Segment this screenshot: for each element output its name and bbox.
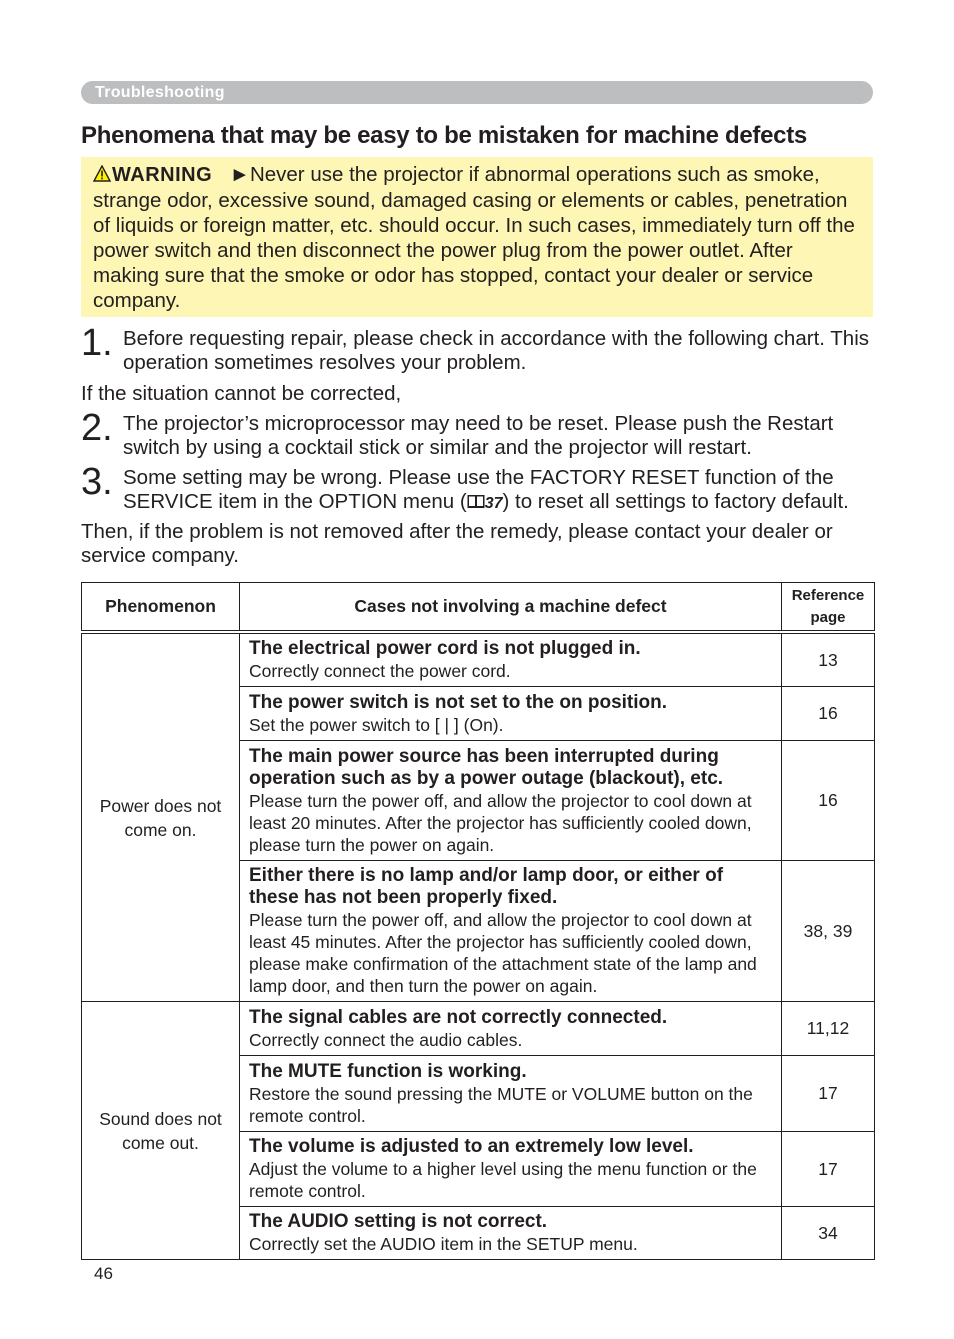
case-cell <box>240 632 782 687</box>
case-cell <box>240 1207 782 1260</box>
header-ref-line1: Reference <box>791 586 865 604</box>
table-row <box>82 1002 875 1056</box>
warning-triangle-icon <box>93 165 111 182</box>
case-detail: Set the power switch to [ | ] (On). <box>249 714 504 735</box>
case-title: Either there is no lamp and/or lamp door, or either of these has not been properly fixed. <box>249 865 724 908</box>
page-cell: 13 <box>782 632 875 687</box>
case-detail: Restore the sound pressing the MUTE or VOLUME button on the remote control. <box>249 1083 753 1126</box>
case-detail: Please turn the power off, and allow the projector to cool down at least 45 minutes. After the projector has sufficiently cooled down, please make confirmation of the attachment state of the lamp and lamp door, and then turn the power on again. <box>249 910 757 996</box>
page-cell: 34 <box>782 1207 875 1260</box>
case-title: The signal cables are not correctly connected. <box>249 1006 668 1028</box>
step-number: 1. <box>81 322 113 364</box>
case-cell <box>240 1002 782 1056</box>
page-title: Phenomena that may be easy to be mistaken for machine defects <box>81 122 807 149</box>
page-cell: 16 <box>782 687 875 741</box>
case-title: The volume is adjusted to an extremely low level. <box>249 1136 694 1157</box>
step-text-after: ) to reset all settings to factory default. <box>502 490 849 513</box>
section-header-bar <box>81 81 873 104</box>
reference-page-link[interactable]: 37 <box>484 495 503 512</box>
step-text: The projector’s microprocessor may need to be reset. Please push the Restart switch by using a cocktail stick or similar and the projector will restart. <box>123 412 834 459</box>
case-cell <box>240 861 782 1002</box>
then-text: Then, if the problem is not removed after the remedy, please contact your dealer or service company. <box>81 520 833 567</box>
table-row <box>82 632 875 687</box>
case-detail: Correctly set the AUDIO item in the SETUP menu. <box>249 1234 638 1254</box>
header-phenomenon: Phenomenon <box>82 583 240 633</box>
case-title: The electrical power cord is not plugged in. <box>249 638 641 659</box>
if-not-corrected-text: If the situation cannot be corrected, <box>81 382 402 405</box>
case-cell <box>240 1132 782 1207</box>
case-detail: Adjust the volume to a higher level using the menu function or the remote control. <box>249 1159 757 1201</box>
case-title: The MUTE function is working. <box>249 1060 527 1082</box>
step-number: 3. <box>81 461 113 503</box>
warning-arrow: ► <box>229 163 250 186</box>
page-number: 46 <box>94 1264 113 1283</box>
warning-box <box>81 157 873 317</box>
step-text <box>123 466 883 516</box>
table-header-row <box>82 583 875 633</box>
section-label: Troubleshooting <box>95 84 225 101</box>
case-cell <box>240 1056 782 1132</box>
case-title: The main power source has been interrupted during operation such as by a power outage (blackout), etc. <box>249 745 724 789</box>
warning-heading <box>93 164 218 186</box>
step-number: 2. <box>81 407 113 449</box>
page-cell: 38, 39 <box>782 861 875 1002</box>
case-detail: Correctly connect the power cord. <box>249 661 511 681</box>
case-detail: Correctly connect the audio cables. <box>249 1029 523 1050</box>
case-title: The power switch is not set to the on position. <box>249 691 668 713</box>
page-cell: 16 <box>782 741 875 861</box>
book-reference-icon <box>467 494 485 509</box>
page-cell: 11,12 <box>782 1002 875 1056</box>
troubleshooting-table <box>81 582 875 1260</box>
case-cell <box>240 741 782 861</box>
case-cell <box>240 687 782 741</box>
step-text: Before requesting repair, please check in accordance with the following chart. This operation sometimes resolves your problem. <box>123 327 870 374</box>
step-text-before: Some setting may be wrong. Please use the FACTORY RESET function of the SERVICE item in the OPTION menu ( <box>123 466 834 513</box>
phenomenon-cell: Sound does not come out. <box>82 1002 240 1260</box>
page-cell: 17 <box>782 1132 875 1207</box>
case-detail: Please turn the power off, and allow the projector to cool down at least 20 minutes. After the projector has sufficiently cooled down, please turn the power on again. <box>249 790 752 855</box>
warning-label: WARNING <box>112 164 213 186</box>
header-ref-line2: page <box>810 608 846 626</box>
warning-text: Never use the projector if abnormal operations such as smoke, strange odor, excessive sound, damaged casing or elements or cables, penetration of liquids or foreign matter, etc. should occur. In such cases, immediately turn off the power switch and then disconnect the power plug from the power outlet. After making sure that the smoke or odor has stopped, contact your dealer or service company. <box>93 163 855 312</box>
page-cell: 17 <box>782 1056 875 1132</box>
header-reference-page <box>782 583 875 633</box>
case-title: The AUDIO setting is not correct. <box>249 1211 548 1232</box>
phenomenon-cell: Power does not come on. <box>82 632 240 1002</box>
header-cases: Cases not involving a machine defect <box>240 583 782 633</box>
